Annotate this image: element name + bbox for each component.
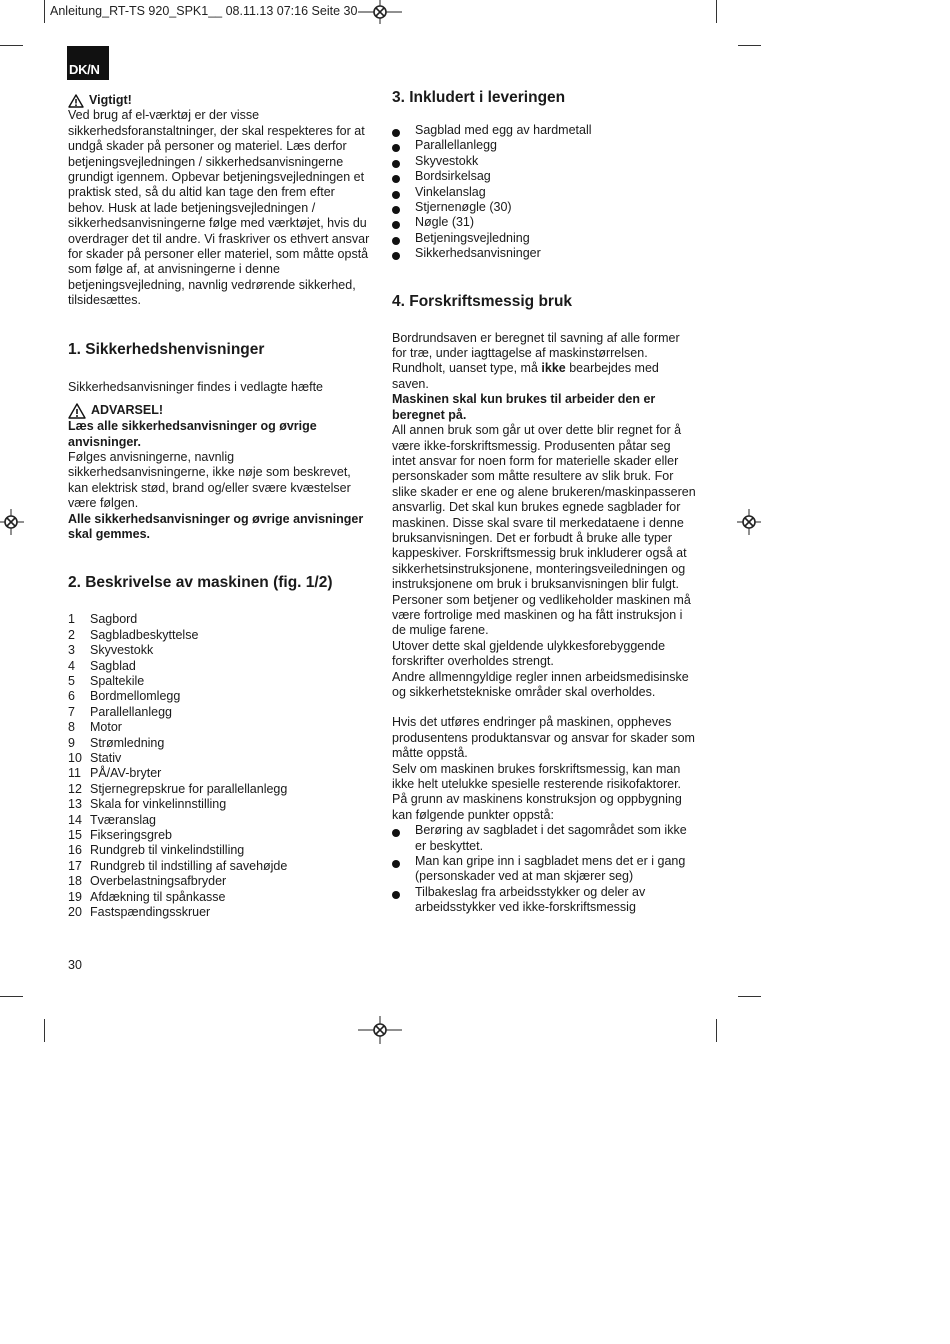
- list-item: 3 Skyvestokk: [68, 643, 154, 658]
- list-item: 11 PÅ/AV-bryter: [68, 766, 162, 781]
- list-item: Sagblad med egg av hardmetall: [392, 123, 697, 138]
- list-item: 4 Sagblad: [68, 658, 136, 673]
- language-badge: DK/N: [67, 46, 109, 80]
- list-item: 6 Bordmellomlegg: [68, 689, 181, 704]
- registration-mark-icon: [358, 1016, 402, 1044]
- delivery-list: [392, 123, 697, 262]
- list-item: Tilbakeslag fra arbeidsstykker og deler av arbeidsstykker ved ikke-forskriftsmessig: [392, 885, 697, 916]
- bullet-icon: [392, 823, 415, 854]
- list-item: 18 Overbelastningsafbryder: [68, 874, 227, 889]
- list-item: Nøgle (31): [392, 215, 697, 230]
- list-item: 1 Sagbord: [68, 612, 138, 627]
- bullet-icon: [392, 185, 415, 200]
- list-item: Betjeningsvejledning: [392, 231, 697, 246]
- print-slug-header: Anleitung_RT-TS 920_SPK1__ 08.11.13 07:16 Seite 30: [50, 4, 358, 18]
- risk-list: [392, 823, 697, 915]
- list-item: 20 Fastspændingsskruer: [68, 905, 211, 920]
- list-item: Berøring av sagbladet i det sagområdet som ikke er beskyttet.: [392, 823, 697, 854]
- residual-risk-paragraph: Selv om maskinen brukes forskriftsmessig, kan man ikke helt utelukke spesielle resterende risikofaktorer. På grunn av maskinens konstruksjon og oppbygning kan følgende punkter oppstå:: [392, 761, 682, 822]
- parts-list: [68, 612, 373, 920]
- crop-mark: [738, 996, 761, 997]
- bullet-icon: [392, 246, 415, 261]
- crop-mark: [0, 996, 23, 997]
- list-item: 12 Stjernegrepskrue for parallellanlegg: [68, 781, 288, 796]
- list-item: 7 Parallellanlegg: [68, 704, 173, 719]
- intended-use-bold: Maskinen skal kun brukes til arbeider den er beregnet på.: [392, 392, 656, 422]
- bullet-icon: [392, 154, 415, 169]
- list-item: 9 Strømledning: [68, 735, 165, 750]
- vigtigt-title: Vigtigt!: [89, 93, 132, 107]
- vigtigt-text: Ved brug af el-værktøj er der visse sikkerhedsforanstaltninger, der skal respekteres for at undgå skader på personer og materiel. Læs derfor betjeningsvejledningen / sikkerhedsanvisningerne grundigt igennem. Opbevar betjeningsvejledningen et praktisk sted, så du altid kan tage den frem efter behov. Husk at lade betjeningsvejledningen / sikkerhedsanvisningerne følge med værktøjet, hvis du overdrager det til andre. Vi fraskriver os ethvert ansvar for skader på personer eller materiel, som måtte opstå som følge af, at anvisningerne i denne betjeningsvejledning, navnlig vedrørende sikkerhed, tilsidesættes.: [68, 108, 370, 308]
- section4-heading: 4. Forskriftsmessig bruk: [392, 292, 573, 310]
- bullet-icon: [392, 215, 415, 230]
- advarsel-bold-text: Læs alle sikkerhedsanvisninger og øvrige anvisninger.: [68, 419, 317, 449]
- registration-mark-icon: [737, 509, 761, 535]
- advarsel-heading: [68, 403, 373, 419]
- list-item: Sikkerhedsanvisninger: [392, 246, 697, 261]
- intended-use-paragraph: Bordrundsaven er beregnet til savning af alle former for træ, under iagttagelse af maskinstørrelsen. Rundholt, uanset type, må ikke bearbejdes med saven.: [392, 330, 680, 391]
- modification-paragraph: Hvis det utføres endringer på maskinen, oppheves produsentens produktansvar og ansvar for skader som måtte oppstå.: [392, 715, 695, 761]
- list-item: 17 Rundgreb til indstilling af savehøjde: [68, 858, 288, 873]
- list-item: Man kan gripe inn i sagbladet mens det er i gang (personskader ved at man skjærer seg): [392, 854, 697, 885]
- list-item: 13 Skala for vinkelinnstilling: [68, 797, 227, 812]
- page-number: 30: [68, 958, 82, 972]
- improper-use-paragraph: All annen bruk som går ut over dette blir regnet for å være ikke-forskriftsmessig. Produsenten påtar seg intet ansvar for noen form for materielle skader eller personskader som måtte resultere av slik bruk. For slike skader er ene og alene brukeren/maskinpasseren ansvarlig. Det skal kun brukes egnede sagblader for maskinen. Disse skal svare til merkedataene i denne bruksanvisningen. Det er forbudt å bruke alle typer kappeskiver. Forskriftsmessig bruk inkluderer også at sikkerhetsinstruksjonene, monteringsveiledningen og instruksjonene om bruk i bruksanvisningen blir fulgt. Personer som betjener og vedlikeholder maskinen må være fortrolige med maskinen og ha fått instruksjon i de mulige farene.: [392, 423, 696, 638]
- bullet-icon: [392, 123, 415, 138]
- list-item: 8 Motor: [68, 720, 122, 735]
- advarsel-title: ADVARSEL!: [91, 403, 163, 418]
- bullet-icon: [392, 885, 415, 916]
- bullet-icon: [392, 169, 415, 184]
- list-item: 5 Spaltekile: [68, 673, 145, 688]
- list-item: Vinkelanslag: [392, 185, 697, 200]
- crop-mark: [44, 1019, 45, 1042]
- list-item: 16 Rundgreb til vinkelindstilling: [68, 843, 245, 858]
- section3-heading: 3. Inkludert i leveringen: [392, 89, 566, 106]
- advarsel-text: Følges anvisningerne, navnlig sikkerhedsanvisningerne, ikke nøje som beskrevet, kan elektrisk stød, brand og/eller svære kvæstelser være følgen.: [68, 449, 351, 511]
- section2-heading: 2. Beskrivelse av maskinen (fig. 1/2): [68, 574, 333, 592]
- left-column: [68, 93, 373, 920]
- vigtigt-heading: [68, 93, 373, 108]
- list-item: Skyvestokk: [392, 154, 697, 169]
- list-item: 19 Afdækning til spånkasse: [68, 889, 226, 904]
- section1-text: Sikkerhedsanvisninger findes i vedlagte hæfte: [68, 379, 324, 394]
- crop-mark: [44, 0, 45, 23]
- registration-mark-icon: [0, 509, 24, 535]
- advarsel-bold-text-2: Alle sikkerhedsanvisninger og øvrige anvisninger skal gemmes.: [68, 511, 364, 541]
- list-item: 2 Sagbladbeskyttelse: [68, 627, 199, 642]
- list-item: 15 Fikseringsgreb: [68, 828, 172, 843]
- accident-rules-paragraph: Utover dette skal gjeldende ulykkesforebyggende forskrifter overholdes strengt.: [392, 638, 666, 669]
- list-item: Bordsirkelsag: [392, 169, 697, 184]
- general-rules-paragraph: Andre allmenngyldige regler innen arbeidsmedisinske og sikkerhetstekniske områder skal overholdes.: [392, 669, 689, 699]
- list-item: Parallellanlegg: [392, 138, 697, 153]
- list-item: 10 Stativ: [68, 751, 122, 765]
- crop-mark: [0, 45, 23, 46]
- warning-triangle-icon: [68, 403, 86, 419]
- registration-mark-icon: [358, 0, 402, 24]
- bullet-icon: [392, 138, 415, 153]
- bullet-icon: [392, 200, 415, 215]
- section1-heading: 1. Sikkerhedshenvisninger: [68, 340, 265, 358]
- bullet-icon: [392, 231, 415, 246]
- warning-triangle-icon: [68, 94, 84, 108]
- list-item: Stjernenøgle (30): [392, 200, 697, 215]
- crop-mark: [738, 45, 761, 46]
- right-column: [392, 88, 697, 916]
- bullet-icon: [392, 854, 415, 885]
- list-item: 14 Tværanslag: [68, 812, 156, 827]
- crop-mark: [716, 0, 717, 23]
- crop-mark: [716, 1019, 717, 1042]
